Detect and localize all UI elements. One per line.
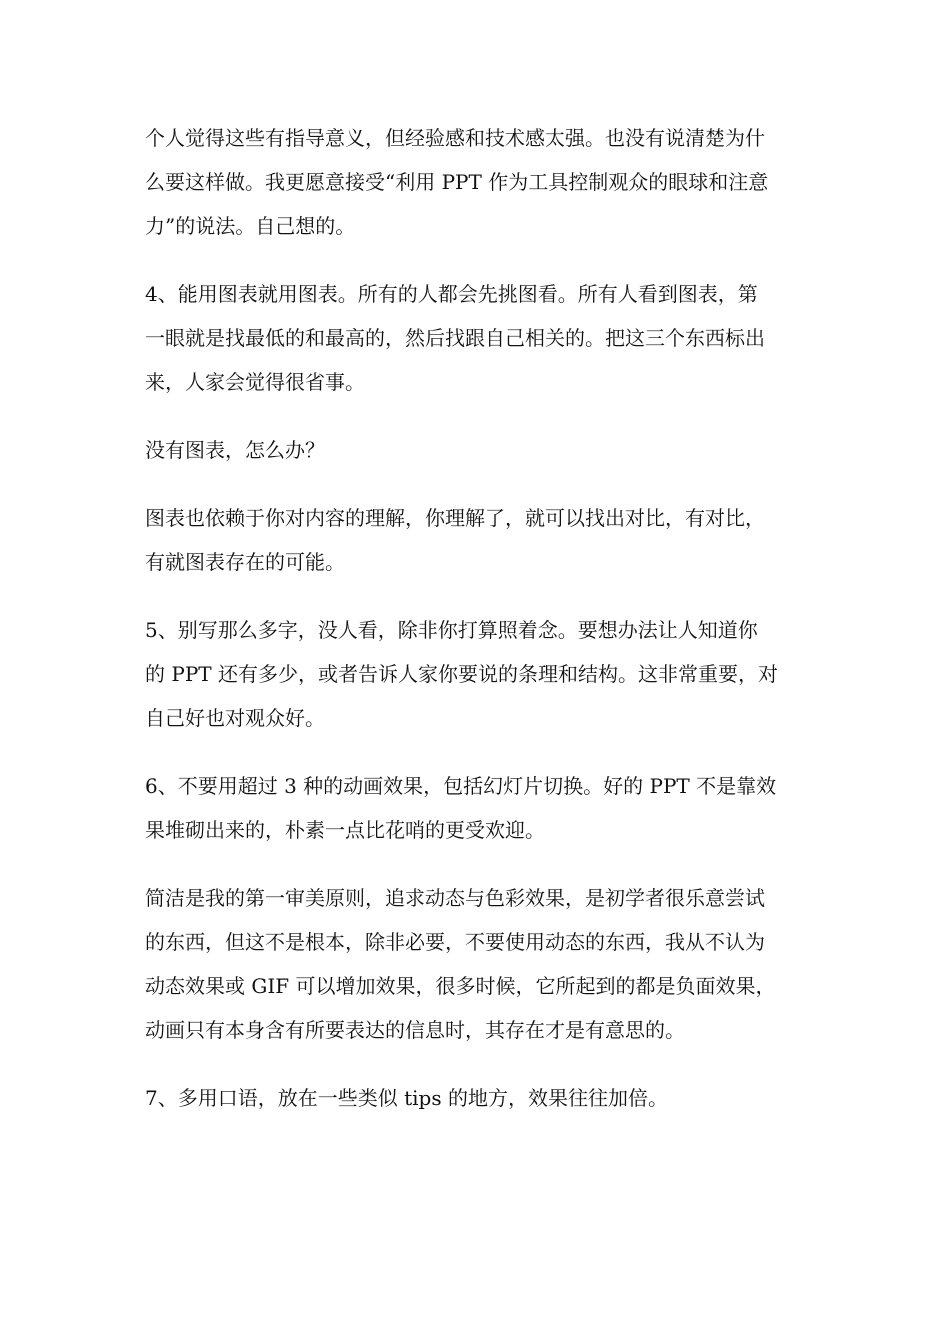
paragraph-3	[145, 428, 808, 472]
text-line: 图表也依赖于你对内容的理解，你理解了，就可以找出对比，有对比，	[145, 506, 765, 530]
text-line: 么要这样做。我更愿意接受“利用 PPT 作为工具控制观众的眼球和注意	[145, 170, 769, 194]
document-body	[145, 116, 808, 1144]
text-line: 有就图表存在的可能。	[145, 550, 345, 574]
text-line: 的东西，但这不是根本，除非必要，不要使用动态的东西，我从不认为	[145, 930, 765, 954]
text-line: 动态效果或 GIF 可以增加效果，很多时候，它所起到的都是负面效果，	[145, 974, 776, 998]
paragraph-5	[145, 608, 808, 740]
text-line: 个人觉得这些有指导意义，但经验感和技术感太强。也没有说清楚为什	[145, 126, 765, 150]
paragraph-8	[145, 1076, 808, 1120]
text-line: 简洁是我的第一审美原则，追求动态与色彩效果，是初学者很乐意尝试	[145, 886, 765, 910]
text-line: 7、多用口语，放在一些类似 tips 的地方，效果往往加倍。	[145, 1086, 668, 1110]
paragraph-1	[145, 116, 808, 248]
text-line: 4、能用图表就用图表。所有的人都会先挑图看。所有人看到图表，第	[145, 282, 758, 306]
text-line: 5、别写那么多字，没人看，除非你打算照着念。要想办法让人知道你	[145, 618, 758, 642]
text-line: 6、不要用超过 3 种的动画效果，包括幻灯片切换。好的 PPT 不是靠效	[145, 774, 777, 798]
paragraph-7	[145, 876, 808, 1052]
paragraph-4	[145, 496, 808, 584]
text-line: 力”的说法。自己想的。	[145, 214, 356, 238]
text-line: 自己好也对观众好。	[145, 706, 325, 730]
text-line: 动画只有本身含有所要表达的信息时，其存在才是有意思的。	[145, 1018, 685, 1042]
paragraph-6	[145, 764, 808, 852]
text-line: 来，人家会觉得很省事。	[145, 370, 365, 394]
text-line: 一眼就是找最低的和最高的，然后找跟自己相关的。把这三个东西标出	[145, 326, 765, 350]
text-line: 的 PPT 还有多少，或者告诉人家你要说的条理和结构。这非常重要，对	[145, 662, 778, 686]
paragraph-2	[145, 272, 808, 404]
text-line: 果堆砌出来的，朴素一点比花哨的更受欢迎。	[145, 818, 545, 842]
text-line: 没有图表，怎么办？	[145, 438, 325, 462]
